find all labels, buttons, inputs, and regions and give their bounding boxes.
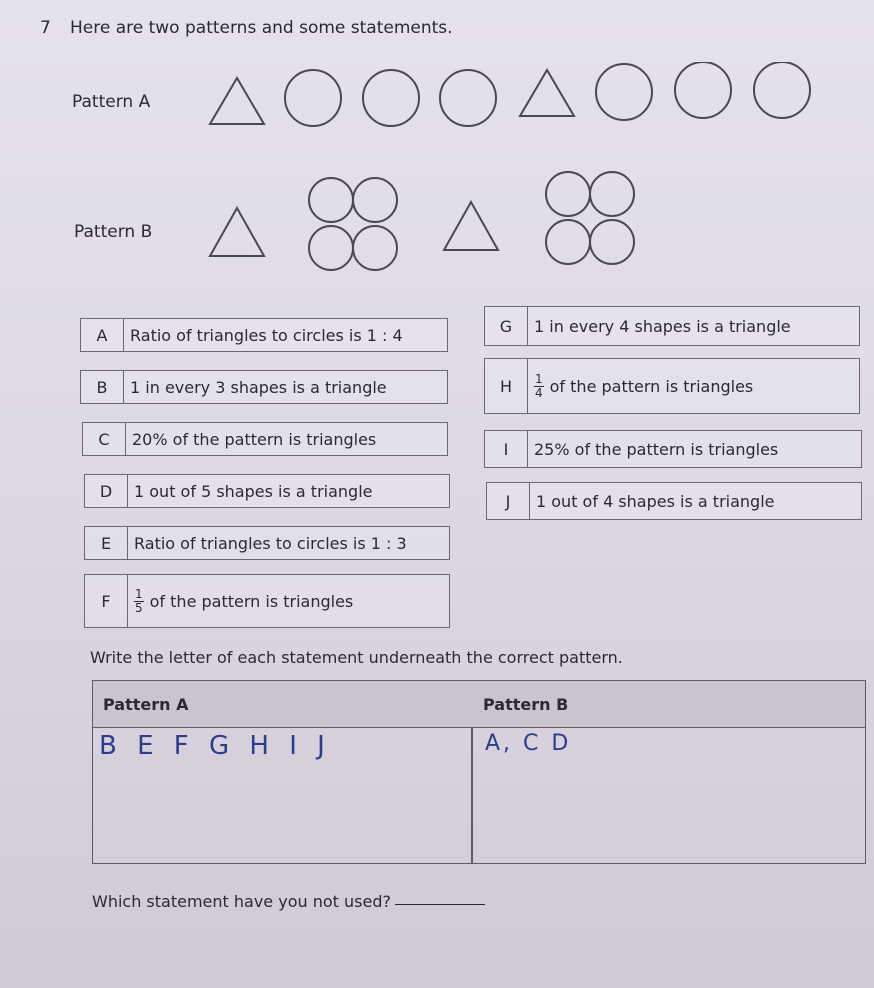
pattern-a-circle bbox=[675, 62, 731, 118]
statement-letter: E bbox=[85, 527, 128, 559]
pattern-a-circle bbox=[440, 70, 496, 126]
statement-letter: D bbox=[85, 475, 128, 507]
pattern-a-triangle bbox=[210, 78, 264, 124]
statement-i bbox=[484, 430, 862, 468]
answer-table bbox=[92, 680, 866, 864]
statement-text: of the pattern is triangles bbox=[149, 591, 354, 611]
fraction-denominator: 5 bbox=[135, 600, 143, 615]
statement-b bbox=[80, 370, 448, 404]
statement-letter: H bbox=[485, 359, 528, 413]
statement-letter: B bbox=[81, 371, 124, 403]
statement-e bbox=[84, 526, 450, 560]
header-pattern-a: Pattern A bbox=[103, 695, 189, 714]
pattern-b-circle-group bbox=[546, 172, 634, 264]
pattern-a-shapes bbox=[200, 62, 840, 132]
instruction-text: Write the letter of each statement underneath the correct pattern. bbox=[90, 648, 623, 667]
fraction bbox=[534, 373, 544, 400]
fraction-denominator: 4 bbox=[535, 385, 543, 400]
pattern-b-circle bbox=[546, 220, 590, 264]
statement-h bbox=[484, 358, 860, 414]
handwritten-answer-a[interactable]: B E F G H I J bbox=[99, 731, 331, 761]
fraction-numerator: 1 bbox=[535, 371, 543, 386]
question-text: Here are two patterns and some statements. bbox=[70, 18, 453, 38]
pattern-b-circle bbox=[590, 220, 634, 264]
statement-text: 25% of the pattern is triangles bbox=[534, 439, 779, 459]
statement-f bbox=[84, 574, 450, 628]
header-pattern-b: Pattern B bbox=[483, 695, 569, 714]
statement-letter: F bbox=[85, 575, 128, 627]
pattern-b-circle-group bbox=[309, 178, 397, 270]
answer-blank[interactable] bbox=[395, 904, 485, 905]
statement-letter: G bbox=[485, 307, 528, 345]
statement-letter: A bbox=[81, 319, 124, 351]
pattern-a-circle bbox=[363, 70, 419, 126]
question-number: 7 bbox=[40, 18, 51, 38]
handwritten-answer-b[interactable]: A, C D bbox=[485, 731, 572, 756]
statement-a bbox=[80, 318, 448, 352]
statement-g bbox=[484, 306, 860, 346]
pattern-b-triangle bbox=[444, 202, 498, 250]
pattern-b-circle bbox=[353, 226, 397, 270]
pattern-b-circle bbox=[353, 178, 397, 222]
pattern-b-triangle bbox=[210, 208, 264, 256]
pattern-b-shapes bbox=[200, 170, 660, 280]
pattern-a-circle bbox=[754, 62, 810, 118]
statement-letter: J bbox=[487, 483, 530, 519]
statement-letter: C bbox=[83, 423, 126, 455]
statement-text: 1 out of 5 shapes is a triangle bbox=[134, 481, 373, 501]
pattern-b-label: Pattern B bbox=[74, 222, 153, 242]
unused-question bbox=[92, 892, 485, 911]
pattern-b-circle bbox=[309, 226, 353, 270]
column-divider bbox=[471, 727, 473, 863]
fraction bbox=[134, 588, 144, 615]
pattern-a-circle bbox=[285, 70, 341, 126]
unused-question-text: Which statement have you not used? bbox=[92, 892, 391, 911]
answer-table-header bbox=[93, 681, 865, 728]
fraction-numerator: 1 bbox=[135, 586, 143, 601]
statement-text: Ratio of triangles to circles is 1 : 3 bbox=[134, 533, 407, 553]
pattern-a-circle bbox=[596, 64, 652, 120]
pattern-b-circle bbox=[546, 172, 590, 216]
statement-text: 1 in every 3 shapes is a triangle bbox=[130, 377, 387, 397]
pattern-a-triangle bbox=[520, 70, 574, 116]
statement-d bbox=[84, 474, 450, 508]
statement-text: Ratio of triangles to circles is 1 : 4 bbox=[130, 325, 403, 345]
pattern-b-circle bbox=[590, 172, 634, 216]
statement-text: 1 in every 4 shapes is a triangle bbox=[534, 316, 791, 336]
statement-j bbox=[486, 482, 862, 520]
statement-text: 20% of the pattern is triangles bbox=[132, 429, 377, 449]
statement-text: of the pattern is triangles bbox=[549, 376, 754, 396]
statement-text: 1 out of 4 shapes is a triangle bbox=[536, 491, 775, 511]
statement-letter: I bbox=[485, 431, 528, 467]
statement-c bbox=[82, 422, 448, 456]
pattern-b-circle bbox=[309, 178, 353, 222]
pattern-a-label: Pattern A bbox=[72, 92, 151, 112]
